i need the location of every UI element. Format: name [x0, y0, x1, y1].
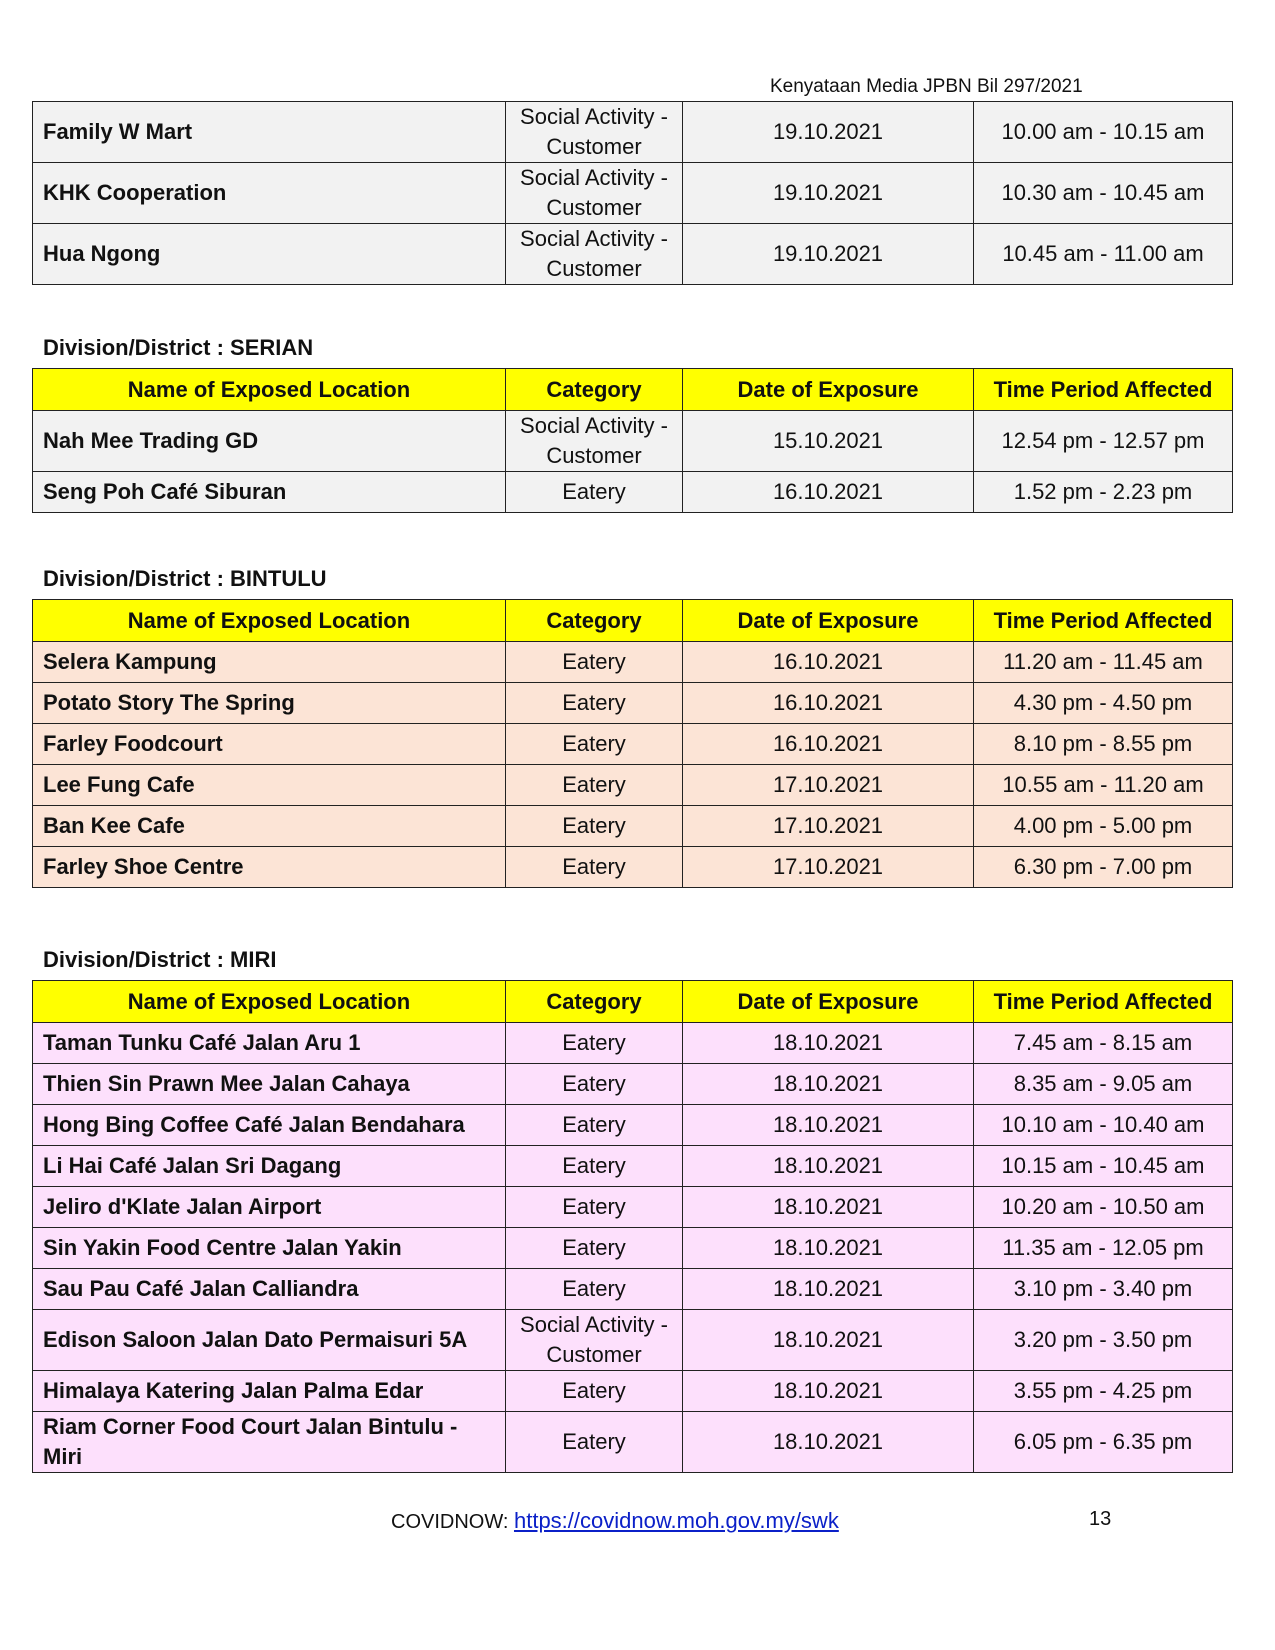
table-row [33, 1105, 1233, 1146]
category: Eatery [506, 847, 683, 888]
exposure-date: 18.10.2021 [683, 1023, 974, 1064]
table-bintulu [32, 599, 1233, 888]
time-period: 10.20 am - 10.50 am [974, 1187, 1233, 1228]
time-period: 3.10 pm - 3.40 pm [974, 1269, 1233, 1310]
location-name: Sin Yakin Food Centre Jalan Yakin [33, 1228, 506, 1269]
column-header-time: Time Period Affected [974, 369, 1233, 411]
location-name: Ban Kee Cafe [33, 806, 506, 847]
time-period: 3.55 pm - 4.25 pm [974, 1371, 1233, 1412]
column-header-name: Name of Exposed Location [33, 600, 506, 642]
exposure-date: 19.10.2021 [683, 163, 974, 224]
category: Eatery [506, 472, 683, 513]
column-header-date: Date of Exposure [683, 369, 974, 411]
time-period: 6.30 pm - 7.00 pm [974, 847, 1233, 888]
exposure-date: 18.10.2021 [683, 1146, 974, 1187]
location-name: Jeliro d'Klate Jalan Airport [33, 1187, 506, 1228]
time-period: 12.54 pm - 12.57 pm [974, 411, 1233, 472]
time-period: 11.35 am - 12.05 pm [974, 1228, 1233, 1269]
table-row [33, 1146, 1233, 1187]
exposure-date: 17.10.2021 [683, 765, 974, 806]
table-row [33, 724, 1233, 765]
location-name: Himalaya Katering Jalan Palma Edar [33, 1371, 506, 1412]
table-row [33, 411, 1233, 472]
category: Eatery [506, 1228, 683, 1269]
table-continued [32, 101, 1233, 285]
table-row [33, 163, 1233, 224]
location-name: Potato Story The Spring [33, 683, 506, 724]
page-number: 13 [1089, 1508, 1112, 1530]
exposure-date: 18.10.2021 [683, 1228, 974, 1269]
category: Eatery [506, 1412, 683, 1473]
category: Social Activity - Customer [506, 411, 683, 472]
table-header-row [33, 369, 1233, 411]
location-name: Taman Tunku Café Jalan Aru 1 [33, 1023, 506, 1064]
category: Social Activity - Customer [506, 224, 683, 285]
time-period: 7.45 am - 8.15 am [974, 1023, 1233, 1064]
location-name: Selera Kampung [33, 642, 506, 683]
exposure-date: 18.10.2021 [683, 1269, 974, 1310]
time-period: 4.00 pm - 5.00 pm [974, 806, 1233, 847]
table-header-row [33, 600, 1233, 642]
time-period: 10.30 am - 10.45 am [974, 163, 1233, 224]
location-name: Seng Poh Café Siburan [33, 472, 506, 513]
category: Social Activity - Customer [506, 102, 683, 163]
table-row [33, 472, 1233, 513]
time-period: 8.10 pm - 8.55 pm [974, 724, 1233, 765]
exposure-date: 17.10.2021 [683, 847, 974, 888]
table-miri [32, 980, 1233, 1473]
exposure-date: 17.10.2021 [683, 806, 974, 847]
exposure-date: 16.10.2021 [683, 724, 974, 765]
time-period: 4.30 pm - 4.50 pm [974, 683, 1233, 724]
exposure-date: 16.10.2021 [683, 683, 974, 724]
category: Eatery [506, 1146, 683, 1187]
location-name: Riam Corner Food Court Jalan Bintulu - Miri [33, 1412, 506, 1473]
column-header-time: Time Period Affected [974, 981, 1233, 1023]
column-header-date: Date of Exposure [683, 600, 974, 642]
column-header-time: Time Period Affected [974, 600, 1233, 642]
covidnow-link[interactable]: https://covidnow.moh.gov.my/swk [513, 1508, 839, 1533]
document-reference: Kenyataan Media JPBN Bil 297/2021 [770, 76, 1083, 97]
table-header-row [33, 981, 1233, 1023]
exposure-date: 18.10.2021 [683, 1310, 974, 1371]
table-row [33, 1228, 1233, 1269]
column-header-category: Category [506, 981, 683, 1023]
table-row [33, 1064, 1233, 1105]
time-period: 10.00 am - 10.15 am [974, 102, 1233, 163]
table-row [33, 1310, 1233, 1371]
exposure-date: 15.10.2021 [683, 411, 974, 472]
category: Eatery [506, 1269, 683, 1310]
table-row [33, 806, 1233, 847]
location-name: Li Hai Café Jalan Sri Dagang [33, 1146, 506, 1187]
category: Eatery [506, 1064, 683, 1105]
exposure-date: 19.10.2021 [683, 224, 974, 285]
table-row [33, 102, 1233, 163]
time-period: 8.35 am - 9.05 am [974, 1064, 1233, 1105]
time-period: 3.20 pm - 3.50 pm [974, 1310, 1233, 1371]
category: Eatery [506, 683, 683, 724]
location-name: Family W Mart [33, 102, 506, 163]
table-row [33, 1023, 1233, 1064]
category: Social Activity - Customer [506, 1310, 683, 1371]
category: Eatery [506, 1187, 683, 1228]
district-heading-bintulu: Division/District : BINTULU [43, 566, 327, 591]
time-period: 10.15 am - 10.45 am [974, 1146, 1233, 1187]
location-name: Farley Foodcourt [33, 724, 506, 765]
location-name: Lee Fung Cafe [33, 765, 506, 806]
category: Eatery [506, 765, 683, 806]
column-header-category: Category [506, 369, 683, 411]
exposure-date: 18.10.2021 [683, 1412, 974, 1473]
table-row [33, 1412, 1233, 1473]
location-name: KHK Cooperation [33, 163, 506, 224]
column-header-name: Name of Exposed Location [33, 981, 506, 1023]
table-row [33, 765, 1233, 806]
location-name: Nah Mee Trading GD [33, 411, 506, 472]
table-serian [32, 368, 1233, 513]
exposure-date: 18.10.2021 [683, 1105, 974, 1146]
table-row [33, 847, 1233, 888]
location-name: Hua Ngong [33, 224, 506, 285]
table-row [33, 1187, 1233, 1228]
category: Eatery [506, 1023, 683, 1064]
time-period: 11.20 am - 11.45 am [974, 642, 1233, 683]
column-header-category: Category [506, 600, 683, 642]
table-row [33, 1371, 1233, 1412]
table-row [33, 683, 1233, 724]
exposure-date: 18.10.2021 [683, 1064, 974, 1105]
column-header-date: Date of Exposure [683, 981, 974, 1023]
category: Social Activity - Customer [506, 163, 683, 224]
category: Eatery [506, 1371, 683, 1412]
exposure-date: 16.10.2021 [683, 472, 974, 513]
time-period: 10.55 am - 11.20 am [974, 765, 1233, 806]
district-heading-serian: Division/District : SERIAN [43, 335, 314, 360]
location-name: Edison Saloon Jalan Dato Permaisuri 5A [33, 1310, 506, 1371]
exposure-date: 16.10.2021 [683, 642, 974, 683]
exposure-date: 18.10.2021 [683, 1371, 974, 1412]
location-name: Hong Bing Coffee Café Jalan Bendahara [33, 1105, 506, 1146]
district-heading-miri: Division/District : MIRI [43, 947, 277, 972]
table-row [33, 224, 1233, 285]
table-row [33, 642, 1233, 683]
location-name: Thien Sin Prawn Mee Jalan Cahaya [33, 1064, 506, 1105]
exposure-date: 19.10.2021 [683, 102, 974, 163]
time-period: 6.05 pm - 6.35 pm [974, 1412, 1233, 1473]
category: Eatery [506, 724, 683, 765]
time-period: 1.52 pm - 2.23 pm [974, 472, 1233, 513]
category: Eatery [506, 806, 683, 847]
exposure-date: 18.10.2021 [683, 1187, 974, 1228]
column-header-name: Name of Exposed Location [33, 369, 506, 411]
category: Eatery [506, 1105, 683, 1146]
location-name: Farley Shoe Centre [33, 847, 506, 888]
location-name: Sau Pau Café Jalan Calliandra [33, 1269, 506, 1310]
time-period: 10.10 am - 10.40 am [974, 1105, 1233, 1146]
category: Eatery [506, 642, 683, 683]
time-period: 10.45 am - 11.00 am [974, 224, 1233, 285]
table-row [33, 1269, 1233, 1310]
footer [391, 1508, 839, 1534]
footer-label: COVIDNOW: [391, 1511, 509, 1533]
